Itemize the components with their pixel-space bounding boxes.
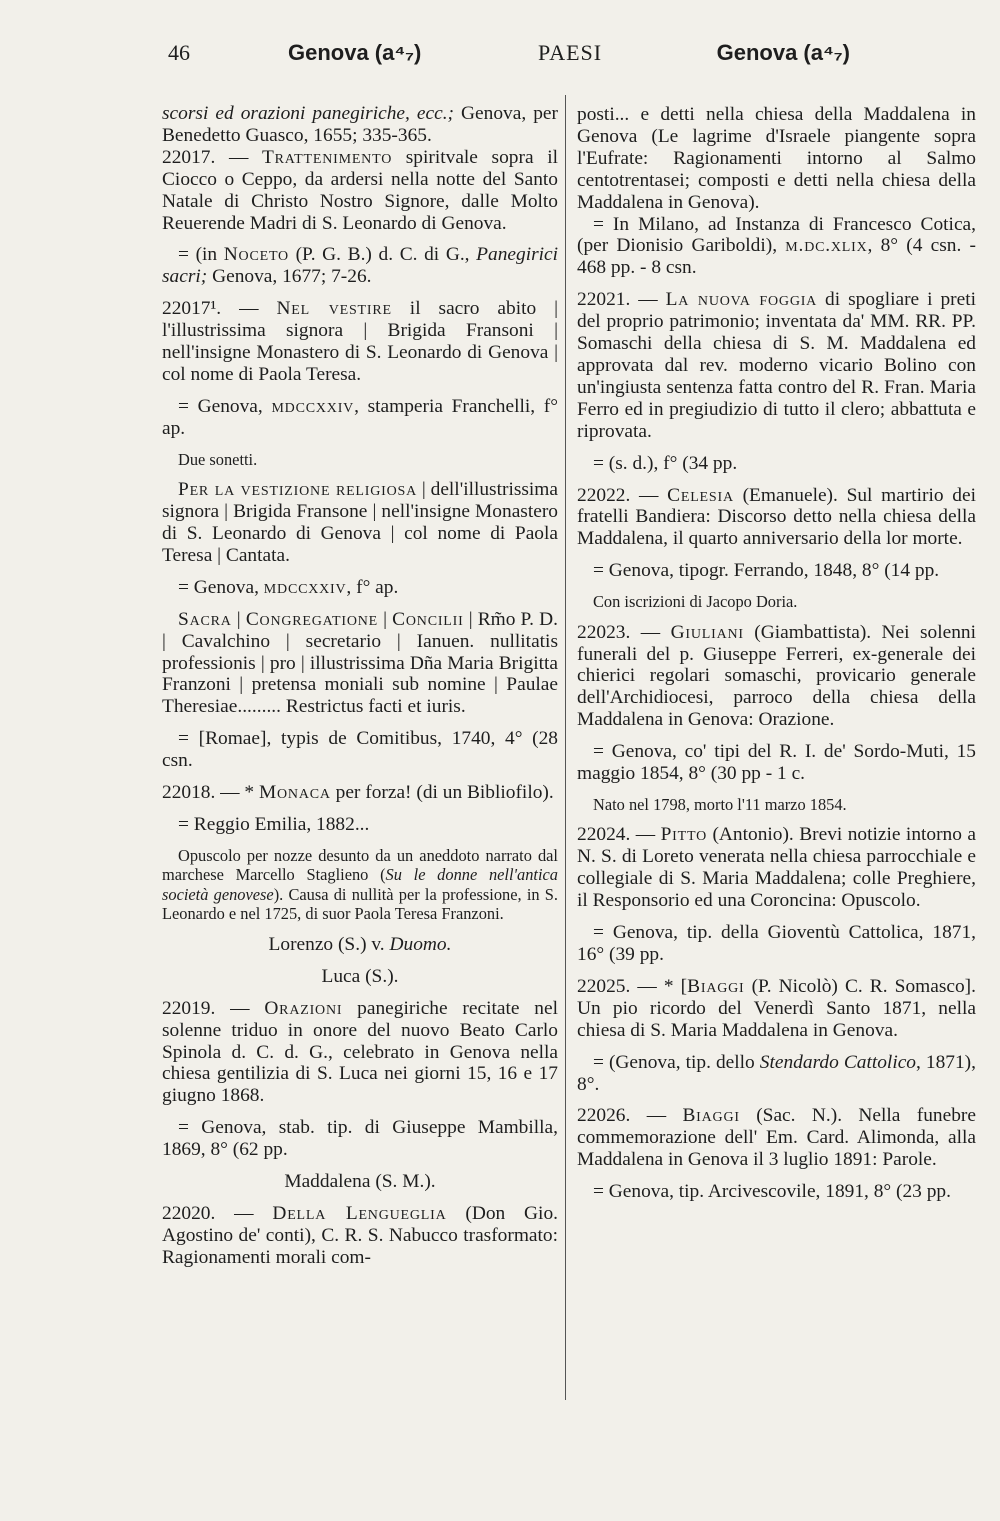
publication-info: = Genova, tip. Arcivescovile, 1891, 8° (23 pp. (593, 1181, 951, 1203)
publication-info: Sacra | Congregatione | Concilii | Rm̃o P. D. | Cavalchino | secretario | Ianuen. nullitatis professionis | pro | illustrissima Dña Maria Brigitta Franzoni | pretensa moniali sub nomine | Paulae Theresiae......... Restrictus facti et iuris. (162, 608, 558, 718)
entry-note: Due sonetti. (178, 449, 258, 469)
publication-info: = (in Noceto (P. G. B.) d. C. di G., Panegirici sacri; Genova, 1677; 7-26. (162, 244, 559, 288)
publication-info: = Genova, tipogr. Ferrando, 1848, 8° (14 pp. (593, 560, 940, 582)
section-heading: Luca (S.). (321, 965, 399, 987)
publication-info: = [Romae], typis de Comitibus, 1740, 4° (28 csn. (162, 728, 558, 772)
running-header (168, 40, 850, 76)
bibliography-entry: 22023. — Giuliani (Giambattista). Nei solenni funerali del p. Giuseppe Ferreri, ex-generale dei chierici regolari somaschi, provicario generale dell'Archidiocesi, parroco della chiesa della Maddalena in Genova: Orazione. (577, 621, 976, 731)
publication-info: = Genova, stab. tip. di Giuseppe Mambilla, 1869, 8° (62 pp. (162, 1117, 558, 1161)
entry-note: Opuscolo per nozze desunto da un aneddoto narrato dal marchese Marcello Staglieno (Su le donne nell'antica società genovese). Causa di nullità per la professione, in S. Leonardo e nel 1725, di suor Paola Teresa Franzoni. (162, 845, 558, 924)
bibliography-entry: 22026. — Biaggi (Sac. N.). Nella funebre commemorazione dell' Em. Card. Alimonda, alla Maddalena in Genova il 3 luglio 1891: Parole. (577, 1105, 976, 1171)
publication-info: = Genova, co' tipi del R. I. de' Sordo-Muti, 15 maggio 1854, 8° (30 pp - 1 c. (577, 741, 976, 785)
bibliography-entry: 22017. — Trattenimento spiritvale sopra il Ciocco o Ceppo, da ardersi nella notte del Santo Natale di Christo Nostro Signore, dalle Molto Reuerende Madri di S. Leonardo di Genova. (162, 146, 558, 234)
publication-info: = Reggio Emilia, 1882... (178, 813, 370, 835)
publication-info: = In Milano, ad Instanza di Francesco Cotica, (per Dionisio Gariboldi), m.dc.xlix, 8° (4 csn. - 468 pp. - 8 csn. (577, 213, 976, 279)
bibliography-entry: 22019. — Orazioni panegiriche recitate nel solenne triduo in onore del nuovo Beato Carlo Spinola d. C. d. G., celebrato in Genova nella chiesa gentilizia di S. Luca nei giorni 15, 16 e 17 giugno 1868. (162, 997, 558, 1107)
right-running-title: Genova (a⁴₇) (716, 40, 850, 65)
bibliography-entry: 22024. — Pitto (Antonio). Brevi notizie intorno a N. S. di Loreto venerata nella chiesa parrocchiale e collegiale di S. Maria Maddalena; colle Preghiere, il Responsorio ed una Coroncina: Opuscolo. (577, 824, 976, 912)
bibliography-entry: 22018. — * Monaca per forza! (di un Bibliofilo). (162, 782, 554, 804)
bibliography-entry: 22021. — La nuova foggia di spogliare i preti del proprio patrimonio; inventata da' MM. RR. PP. Somaschi della chiesa di S. M. Maddalena ed approvata dal rev. moderno vicario Bolino con un'ingiusta sentenza fatta contro del R. Fran. Maria Ferro ed in pregiudizio di tutto il clero; abbattuta e riprovata. (577, 289, 976, 442)
entry-note: Nato nel 1798, morto l'11 marzo 1854. (593, 794, 847, 814)
right-column (577, 104, 976, 1213)
bibliography-entry: 22025. — * [Biaggi (P. Nicolò) C. R. Somasco]. Un pio ricordo del Venerdì Santo 1871, nella chiesa di S. Maria Maddalena in Genova. (577, 975, 976, 1041)
section-heading: Maddalena (S. M.). (284, 1171, 436, 1193)
publication-info: Per la vestizione religiosa | dell'illustrissima signora | Brigida Fransone | nell'insigne Monastero di S. Leonardo di Genova | col nome di Paola Teresa | Cantata. (162, 479, 558, 566)
bibliography-entry: 22017¹. — Nel vestire il sacro abito | l'illustrissima signora | Brigida Fransoni | nell'insigne Monastero di S. Leonardo di Genova | col nome di Paola Teresa. (162, 298, 559, 385)
publication-info: = (s. d.), f° (34 pp. (593, 452, 738, 474)
publication-info: = Genova, tip. della Gioventù Cattolica, 1871, 16° (39 pp. (577, 922, 976, 965)
bibliography-entry: 22022. — Celesia (Emanuele). Sul martirio dei fratelli Bandiera: Discorso detto nella chiesa della Maddalena, il quarto anniversario della lor morte. (577, 484, 976, 550)
entry-note: Con iscrizioni di Jacopo Doria. (593, 592, 798, 612)
bibliography-entry: posti... e detti nella chiesa della Maddalena in Genova (Le lagrime d'Israele piangente sopra l'Eufrate: Ragionamenti intorno al Salmo centotrentasei; composti e detti nella chiesa della Maddalena in Genova). (577, 104, 976, 213)
center-running-title: PAESI (538, 40, 603, 65)
publication-info: = Genova, mdccxxiv, stamperia Franchelli, f° ap. (162, 395, 558, 439)
section-heading: Lorenzo (S.) v. Duomo. (268, 933, 452, 955)
bibliography-entry: scorsi ed orazioni panegiriche, ecc.; Genova, per Benedetto Guasco, 1655; 335-365. (162, 103, 558, 146)
bibliography-entry: 22020. — Della Lengueglia (Don Gio. Agostino de' conti), C. R. S. Nabucco trasformato: Ragionamenti morali com- (162, 1202, 558, 1268)
publication-info: = (Genova, tip. dello Stendardo Cattolico, 1871), 8°. (577, 1051, 976, 1095)
column-divider (565, 95, 566, 1400)
publication-info: = Genova, mdccxxiv, f° ap. (178, 576, 399, 598)
left-column (162, 103, 558, 1279)
left-running-title: Genova (a⁴₇) (288, 40, 422, 65)
page-number: 46 (168, 40, 190, 65)
